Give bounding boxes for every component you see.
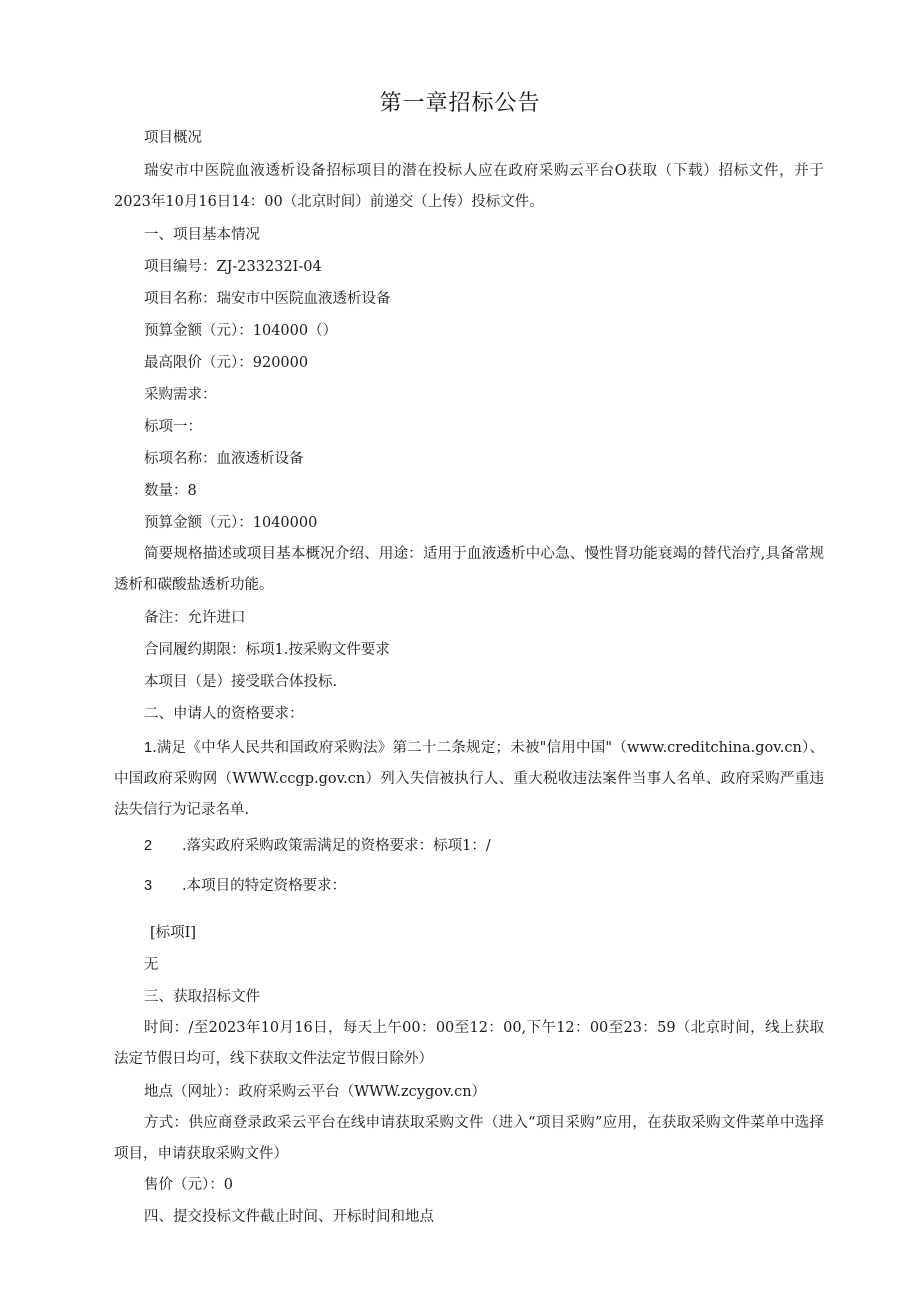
project-number: 项目编号：ZJ-233232I-04	[144, 259, 322, 275]
none-text: 无	[144, 957, 159, 973]
page-title: 第一章招标公告	[379, 91, 541, 116]
overview-heading: 项目概况	[144, 130, 202, 146]
sale-price: 售价（元）：0	[144, 1177, 233, 1193]
item-3-number: 3	[144, 878, 153, 894]
qualification-item-3	[144, 876, 346, 896]
intro-paragraph: 瑞安市中医院血液透析设备招标项目的潜在投标人应在政府采购云平台O获取（下载）招标文件，并于2023年10月16日14：00（北京时间）前递交（上传）投标文件。	[114, 163, 824, 210]
lot-name: 标项名称：血液透析设备	[144, 451, 304, 467]
acquisition-time: 时间：/至2023年10月16日，每天上午00：00至12：00,下午12：00至23：59（北京时间，线上获取法定节假日均可，线下获取文件法定节假日除外）	[114, 1020, 824, 1067]
procurement-demand: 采购需求：	[144, 387, 217, 403]
section3-heading: 三、获取招标文件	[144, 989, 260, 1005]
quantity: 数量：8	[144, 483, 197, 499]
qualification-item-2	[144, 836, 491, 856]
acquisition-place: 地点（网址）：政府采购云平台（WWW.zcygov.cn）	[144, 1084, 487, 1100]
acquisition-method: 方式：供应商登录政采云平台在线申请获取采购文件（进入“项目采购”应用，在获取采购文件菜单中选择项目，申请获取采购文件）	[114, 1115, 824, 1162]
lot-tag: [标项I]	[150, 925, 197, 941]
spec-description: 简要规格描述或项目基本概况介绍、用途：适用于血液透析中心急、慢性肾功能衰竭的替代治疗,具备常规透析和碳酸盐透析功能。	[114, 546, 824, 593]
note-import: 备注：允许进口	[144, 610, 246, 626]
lot-budget: 预算金额（元）：1040000	[144, 515, 318, 531]
section1-heading: 一、项目基本情况	[144, 227, 260, 243]
budget-amount: 预算金额（元）：104000（）	[144, 323, 338, 339]
section4-heading: 四、提交投标文件截止时间、开标时间和地点	[144, 1209, 434, 1225]
item-1-text: .满足《中华人民共和国政府采购法》第二十二条规定；未被"信用中国"（www.creditchina.gov.cn）、中国政府采购网（WWW.ccgp.gov.cn）列入失信被执行人、重大税收违法案件当事人名单、政府采购严重违法失信行为记录名单.	[114, 740, 824, 818]
item-3-text: .本项目的特定资格要求：	[182, 878, 347, 894]
section2-heading: 二、申请人的资格要求：	[144, 706, 304, 722]
consortium-bid: 本项目（是）接受联合体投标.	[144, 674, 338, 690]
item-2-number: 2	[144, 838, 153, 854]
qualification-item-1	[114, 733, 824, 826]
lot-one: 标项一：	[144, 419, 202, 435]
project-name: 项目名称：瑞安市中医院血液透析设备	[144, 291, 391, 307]
item-1-number: 1	[144, 740, 153, 756]
contract-term: 合同履约期限：标项1.按采购文件要求	[144, 642, 390, 658]
max-price: 最高限价（元）：920000	[144, 355, 309, 371]
item-2-text: .落实政府采购政策需满足的资格要求：标项1：/	[182, 838, 491, 854]
